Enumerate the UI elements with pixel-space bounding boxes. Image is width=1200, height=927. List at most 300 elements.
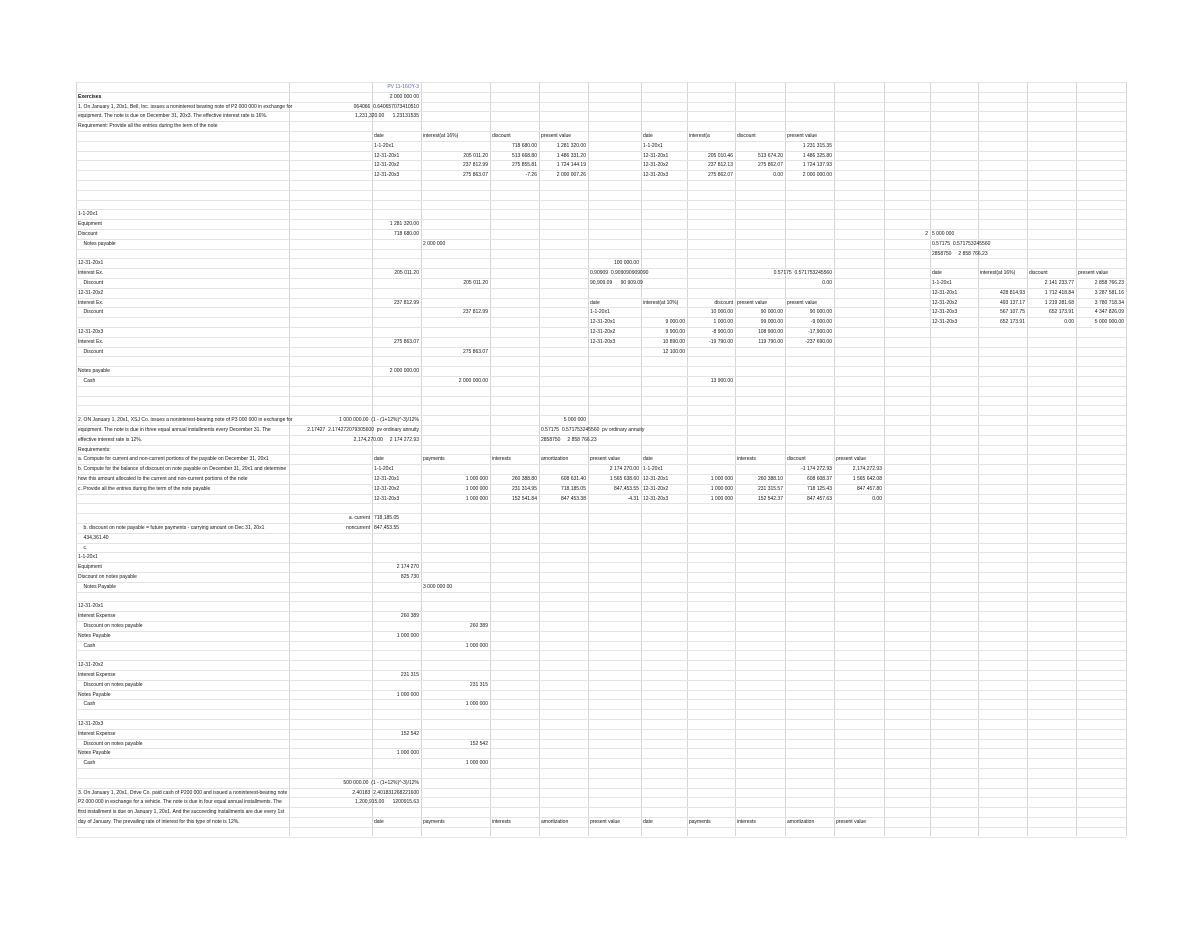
sheet-cell[interactable]: interests xyxy=(737,456,756,463)
sheet-cell[interactable]: present value xyxy=(541,133,572,139)
sheet-cell[interactable]: 2. ON January 1, 20x1, XSJ Co. issues a noninterest-bearing note of P3 000 000 in exchange for xyxy=(78,417,293,424)
sheet-cell[interactable]: 1 000 000 xyxy=(710,495,733,502)
grid-row-line xyxy=(76,366,1126,367)
sheet-cell[interactable]: 275 863.07 xyxy=(393,338,419,345)
sheet-cell[interactable]: date xyxy=(590,299,600,306)
sheet-cell[interactable]: P2 000 000 in exchange for a vehicle. The note is due in four equal annual installments. The xyxy=(78,799,282,806)
sheet-cell[interactable]: c. xyxy=(78,544,88,551)
sheet-cell[interactable]: 1,231,320.00 1.23131535 xyxy=(355,113,419,120)
sheet-cell[interactable]: 608 608.37 xyxy=(806,476,832,482)
sheet-cell[interactable]: day of January. The prevailing rate of interest for this type of note is 12%. xyxy=(78,819,240,825)
sheet-cell[interactable]: 119 790.00 xyxy=(758,338,783,345)
sheet-cell[interactable]: 5 000 000 xyxy=(932,231,955,237)
sheet-cell[interactable]: 12-31-20x1 xyxy=(932,289,958,296)
sheet-cell[interactable]: amortization xyxy=(541,819,569,825)
grid-row-line xyxy=(76,219,1126,220)
sheet-cell[interactable]: discount xyxy=(492,133,511,139)
sheet-cell[interactable]: 2 174 270 xyxy=(396,564,419,571)
grid-row-line xyxy=(76,562,1126,563)
sheet-cell[interactable]: 718,185.05 xyxy=(374,515,400,522)
sheet-cell[interactable]: interest(a xyxy=(689,133,710,139)
sheet-cell[interactable]: 2 000 000.00 xyxy=(389,368,419,375)
grid-column-line xyxy=(735,82,736,836)
sheet-cell[interactable]: 825 730 xyxy=(400,574,419,580)
sheet-cell[interactable]: 12-31-20x3 xyxy=(932,319,958,326)
sheet-cell[interactable]: 12 100.00 xyxy=(662,348,685,355)
sheet-cell[interactable]: 1-1-20x1 xyxy=(374,466,394,473)
sheet-cell[interactable]: -1 174 272.93 xyxy=(801,466,832,473)
grid-row-line xyxy=(76,82,1126,83)
grid-row-line xyxy=(76,778,1126,779)
sheet-cell[interactable]: 5 000 000 xyxy=(563,417,586,424)
sheet-cell[interactable]: 847 453.38 xyxy=(560,495,586,502)
sheet-cell[interactable]: 12-31-20x3 xyxy=(78,329,104,335)
sheet-cell[interactable]: 231 315 xyxy=(400,672,419,678)
sheet-cell[interactable]: 1 565 642.08 xyxy=(852,476,882,482)
sheet-cell[interactable]: 2 000 000 xyxy=(423,240,446,247)
grid-row-line xyxy=(76,631,1126,632)
sheet-cell[interactable]: 652 173.91 xyxy=(999,319,1025,326)
sheet-cell[interactable]: 1 281 320.00 xyxy=(389,221,419,228)
grid-row-line xyxy=(76,131,1126,132)
sheet-cell[interactable]: 90 000.00 xyxy=(760,309,783,316)
sheet-cell[interactable]: a. current xyxy=(348,515,370,522)
sheet-cell[interactable]: 2 000 000 00 xyxy=(389,93,419,100)
grid-row-line xyxy=(76,582,1126,583)
sheet-cell[interactable]: present value xyxy=(1078,270,1109,277)
sheet-cell[interactable]: -9 000.00 xyxy=(810,319,832,326)
sheet-cell[interactable]: 3 780 718.34 xyxy=(1094,299,1124,306)
sheet-cell[interactable]: 275 862.07 xyxy=(707,172,733,179)
sheet-cell[interactable]: 237 812.13 xyxy=(707,162,733,169)
grid-row-line xyxy=(76,660,1126,661)
sheet-cell[interactable]: 275 863.07 xyxy=(462,172,488,179)
sheet-cell[interactable]: 10 000.00 xyxy=(710,309,733,316)
grid-row-line xyxy=(76,229,1126,230)
grid-row-line xyxy=(76,543,1126,544)
sheet-cell[interactable]: 0.57175 0.571753245560 pv ordinary annuity xyxy=(541,427,645,433)
sheet-cell[interactable]: 1. On January 1, 20x1, Bell, Inc. issues a noninterest bearing note of P2 000 000 in exchange for xyxy=(78,103,293,110)
sheet-cell[interactable]: 1 000 000 xyxy=(465,642,488,649)
sheet-cell[interactable]: 231 314.95 xyxy=(511,485,537,492)
sheet-cell[interactable]: 12-31-20x1 xyxy=(374,152,400,159)
sheet-cell[interactable]: 275 855.81 xyxy=(511,162,537,169)
sheet-cell[interactable]: discount xyxy=(737,133,756,139)
grid-row-line xyxy=(76,494,1126,495)
sheet-cell[interactable]: c. Provide all the entries during the term of the note payable xyxy=(78,485,211,492)
sheet-cell[interactable]: 1 724 137.93 xyxy=(802,162,832,169)
grid-row-line xyxy=(76,552,1126,553)
sheet-cell[interactable]: 3 000 000 00 xyxy=(423,583,453,590)
sheet-cell[interactable]: 2 000 000.00 xyxy=(802,172,832,179)
sheet-cell[interactable]: 5 000 000.00 xyxy=(1094,319,1124,326)
sheet-cell[interactable]: 4 347 826.09 xyxy=(1094,309,1124,316)
sheet-cell[interactable]: noncurrent xyxy=(346,525,370,531)
sheet-cell[interactable]: interest(at 16%) xyxy=(980,270,1016,277)
sheet-cell[interactable]: Interest Ex. xyxy=(78,270,104,277)
sheet-cell[interactable]: 1-1-20x1 xyxy=(643,142,663,149)
sheet-cell[interactable]: 847 457.80 xyxy=(856,485,882,492)
sheet-cell[interactable]: 12-31-20x1 xyxy=(374,476,400,482)
sheet-cell[interactable]: Discount on notes payable xyxy=(78,681,143,688)
sheet-cell[interactable]: 0.00 xyxy=(872,495,882,502)
sheet-cell[interactable]: 2 174 270.00 xyxy=(609,466,639,473)
sheet-cell[interactable]: -8 900.00 xyxy=(711,329,733,335)
sheet-cell[interactable]: 064066 0.640657073410510 xyxy=(353,103,419,110)
grid-row-line xyxy=(76,209,1126,210)
grid-row-line xyxy=(76,180,1126,181)
grid-row-line xyxy=(76,160,1126,161)
grid-row-line xyxy=(76,190,1126,191)
sheet-cell[interactable]: 12-31-20x3 xyxy=(78,721,104,727)
sheet-cell[interactable]: 1-1-20x1 xyxy=(374,142,394,149)
grid-column-line xyxy=(1027,82,1028,836)
grid-column-line xyxy=(834,82,835,836)
grid-row-line xyxy=(76,641,1126,642)
sheet-cell[interactable]: payments xyxy=(423,456,445,463)
sheet-cell[interactable]: first installment is due on January 1, 20x1. And the succeeding installments are due every 1st xyxy=(78,809,285,816)
sheet-cell[interactable]: 260 389 xyxy=(469,623,488,629)
sheet-cell[interactable]: Cash xyxy=(78,642,96,649)
sheet-cell[interactable]: Equipment xyxy=(78,221,102,228)
grid-row-line xyxy=(76,709,1126,710)
sheet-cell[interactable]: Interest Expense xyxy=(78,730,116,737)
sheet-cell[interactable]: -237 690.00 xyxy=(805,338,832,345)
sheet-cell[interactable]: 1 565 638.60 xyxy=(609,476,639,482)
sheet-cell[interactable]: payments xyxy=(689,819,711,825)
sheet-cell[interactable]: Interest Expense xyxy=(78,672,116,678)
grid-row-line xyxy=(76,601,1126,602)
sheet-cell[interactable]: 1 219 281.68 xyxy=(1044,299,1074,306)
sheet-cell[interactable]: Requirement: Provide all the entries during the term of the note xyxy=(78,123,218,130)
sheet-cell[interactable]: b. discount on note payable = future payments - carrying amount on Dec 31, 20x1 xyxy=(78,525,265,531)
sheet-cell[interactable]: 260 388.10 xyxy=(757,476,783,482)
sheet-cell[interactable]: 12-31-20x1 xyxy=(643,476,669,482)
sheet-cell[interactable]: 1-1-20x1 xyxy=(643,466,663,473)
sheet-cell[interactable]: Exercises xyxy=(78,93,102,100)
sheet-cell[interactable]: 718 680.00 xyxy=(393,231,419,237)
sheet-cell[interactable]: 1 000 000 xyxy=(710,476,733,482)
sheet-cell[interactable]: 1,200,915.00 1200915.63 xyxy=(355,799,419,806)
sheet-cell[interactable]: 608 631.40 xyxy=(560,476,586,482)
sheet-cell[interactable]: 1 000 000 xyxy=(465,760,488,767)
sheet-cell[interactable]: 12-31-20x2 xyxy=(643,485,669,492)
sheet-cell[interactable]: 2,174,272.93 xyxy=(852,466,882,473)
sheet-cell[interactable]: Equipment xyxy=(78,564,102,571)
sheet-cell[interactable]: Interest Ex. xyxy=(78,299,104,306)
sheet-cell[interactable]: 2 xyxy=(925,231,928,237)
grid-column-line xyxy=(930,82,931,836)
sheet-cell[interactable]: 718 680.00 xyxy=(511,142,537,149)
sheet-cell[interactable]: Discount xyxy=(78,231,98,237)
grid-row-line xyxy=(76,739,1126,740)
grid-row-line xyxy=(76,719,1126,720)
grid-row-line xyxy=(76,386,1126,387)
sheet-cell[interactable]: 718,185.05 xyxy=(560,485,586,492)
sheet-cell[interactable]: present value xyxy=(737,299,768,306)
sheet-cell[interactable]: Notes Payable xyxy=(78,583,117,590)
sheet-cell[interactable]: 847,453.55 xyxy=(374,525,400,531)
sheet-cell[interactable]: 3. On January 1, 20x1, Drive Co. paid cash of P200 000 and issued a noninterest-bearing note xyxy=(78,789,288,796)
sheet-cell[interactable]: present value xyxy=(787,299,818,306)
sheet-cell[interactable]: date xyxy=(643,456,653,463)
sheet-cell[interactable]: 1 000 000 xyxy=(465,485,488,492)
sheet-cell[interactable]: 205 011.20 xyxy=(463,280,488,286)
grid-row-line xyxy=(76,376,1126,377)
sheet-cell[interactable]: 152 542 xyxy=(400,730,419,737)
sheet-cell[interactable]: 237 812.99 xyxy=(462,309,488,316)
sheet-cell[interactable]: 1-1-20x1 xyxy=(590,309,610,316)
sheet-cell[interactable]: present value xyxy=(836,819,867,825)
sheet-cell[interactable]: 12-31-20x1 xyxy=(78,260,104,267)
sheet-cell[interactable]: date xyxy=(643,819,653,825)
sheet-cell[interactable]: Interest Expense xyxy=(78,613,116,620)
sheet-cell[interactable]: 152 541.84 xyxy=(511,495,537,502)
grid-row-line xyxy=(76,151,1126,152)
grid-row-line xyxy=(76,298,1126,299)
grid-column-line xyxy=(372,82,373,836)
sheet-cell[interactable]: 2,174,270.00 2 174 272.93 xyxy=(353,436,419,443)
sheet-cell[interactable]: 2.40183 2.401831268221600 xyxy=(352,789,419,796)
sheet-cell[interactable]: 2858750 2 858 766.23 xyxy=(932,250,988,257)
sheet-cell[interactable]: discount xyxy=(1029,270,1048,277)
sheet-cell[interactable]: Notes Payable xyxy=(78,632,111,639)
sheet-cell[interactable]: 12-31-20x1 xyxy=(590,319,616,326)
grid-row-line xyxy=(76,621,1126,622)
sheet-cell[interactable]: 260 389 xyxy=(400,613,419,620)
sheet-cell[interactable]: 12-31-20x2 xyxy=(932,299,958,306)
grid-row-line xyxy=(76,170,1126,171)
grid-column-line xyxy=(785,82,786,836)
sheet-cell[interactable]: 500 000.00 (1 - (1+12%)^-3)/12% xyxy=(343,779,419,786)
sheet-cell[interactable]: date xyxy=(374,133,384,139)
sheet-cell[interactable]: 205 010.46 xyxy=(707,152,733,159)
sheet-cell[interactable]: 12-31-20x3 xyxy=(643,495,669,502)
sheet-cell[interactable]: Notes payable xyxy=(78,368,110,375)
grid-row-line xyxy=(76,699,1126,700)
sheet-cell[interactable]: Requirements: xyxy=(78,446,111,453)
sheet-cell[interactable]: Discount on notes payable xyxy=(78,574,137,580)
sheet-cell[interactable]: Cash xyxy=(78,701,96,708)
sheet-cell[interactable]: 205 011.20 xyxy=(394,270,419,277)
sheet-cell[interactable]: date xyxy=(374,819,384,825)
sheet-cell[interactable]: 513 674.20 xyxy=(757,152,783,159)
sheet-cell[interactable]: 12-31-20x2 xyxy=(374,162,400,169)
sheet-cell[interactable]: 1 000 000 xyxy=(465,701,488,708)
sheet-cell[interactable]: 12-31-20x2 xyxy=(374,485,400,492)
grid-row-line xyxy=(76,92,1126,93)
sheet-cell[interactable]: 231 315.57 xyxy=(757,485,783,492)
sheet-cell[interactable]: interests xyxy=(737,819,756,825)
sheet-cell[interactable]: 0.00 xyxy=(822,280,832,286)
sheet-cell[interactable]: payments xyxy=(423,819,445,825)
sheet-cell[interactable]: 12-31-20x2 xyxy=(643,162,669,169)
sheet-cell[interactable]: 260 388.80 xyxy=(511,476,537,482)
sheet-cell[interactable]: 152 542.37 xyxy=(757,495,783,502)
sheet-cell[interactable]: 0.00 xyxy=(1064,319,1074,326)
grid-row-line xyxy=(76,748,1126,749)
grid-row-line xyxy=(76,592,1126,593)
sheet-cell[interactable]: 237 812.99 xyxy=(462,162,488,169)
sheet-cell[interactable]: 9 000.00 xyxy=(665,319,685,326)
sheet-cell[interactable]: 10 890.00 xyxy=(662,338,685,345)
grid-column-line xyxy=(289,82,290,836)
grid-row-line xyxy=(76,729,1126,730)
sheet-cell[interactable]: 12-31-20x2 xyxy=(78,662,104,669)
sheet-cell[interactable]: 237 812.99 xyxy=(393,299,419,306)
sheet-cell[interactable]: 2.17427 2.174272079305600 pv ordinary annuity xyxy=(307,427,419,433)
sheet-cell[interactable]: 1 000 000 xyxy=(396,632,419,639)
sheet-cell[interactable]: 12-31-20x3 xyxy=(932,309,958,316)
sheet-cell[interactable]: 1-1-20x1 xyxy=(932,280,952,286)
sheet-cell[interactable]: 1 231 315.35 xyxy=(802,142,832,149)
sheet-cell[interactable]: 1 000 000 xyxy=(710,485,733,492)
sheet-cell[interactable]: 12-31-20x1 xyxy=(643,152,669,159)
sheet-cell[interactable]: 1 486 331.20 xyxy=(556,152,586,159)
sheet-cell[interactable]: 1 000 000 xyxy=(396,750,419,757)
sheet-cell[interactable]: 12-31-20x2 xyxy=(590,329,616,335)
sheet-cell[interactable]: -7.26 xyxy=(525,172,537,179)
sheet-cell[interactable]: 231 315 xyxy=(469,681,488,688)
sheet-cell[interactable]: Discount xyxy=(78,348,104,355)
sheet-cell[interactable]: present value xyxy=(590,819,621,825)
sheet-cell[interactable]: 1 281 320.00 xyxy=(556,142,586,149)
sheet-cell[interactable]: date xyxy=(643,133,653,139)
sheet-cell[interactable]: 13 900.00 xyxy=(710,378,733,384)
sheet-cell[interactable]: 513 668.80 xyxy=(511,152,537,159)
sheet-cell[interactable]: -19 790.00 xyxy=(709,338,733,345)
grid-row-line xyxy=(76,200,1126,201)
grid-column-line xyxy=(490,82,491,836)
sheet-cell[interactable]: 718 125.43 xyxy=(806,485,832,492)
sheet-cell[interactable]: 1-1-20x1 xyxy=(78,554,98,561)
sheet-cell[interactable]: 567 107.75 xyxy=(999,309,1025,316)
sheet-cell[interactable]: 2 141 233.77 xyxy=(1044,280,1074,286)
sheet-cell[interactable]: 1 000 000 xyxy=(396,691,419,698)
sheet-cell[interactable]: 1 712 418.84 xyxy=(1044,289,1074,296)
sheet-cell[interactable]: 12-31-20x3 xyxy=(590,338,616,345)
sheet-cell[interactable]: -17,900.00 xyxy=(808,329,832,335)
sheet-cell[interactable]: 12-31-20x1 xyxy=(78,603,104,610)
sheet-cell[interactable]: 2 858 766.23 xyxy=(1094,280,1124,286)
sheet-cell[interactable]: 90 000.00 xyxy=(809,309,832,316)
sheet-cell[interactable]: how this amount allocated to the current and non-current portions of the note xyxy=(78,476,248,482)
sheet-cell[interactable]: 2 000 000.00 xyxy=(458,378,488,384)
grid-row-line xyxy=(76,572,1126,573)
sheet-cell[interactable]: 100 000.00 xyxy=(613,260,639,267)
grid-row-line xyxy=(76,513,1126,514)
sheet-cell[interactable]: Notes payable xyxy=(78,240,116,247)
sheet-cell[interactable]: Notes Payable xyxy=(78,691,111,698)
grid-row-line xyxy=(76,141,1126,142)
sheet-cell[interactable]: present value xyxy=(836,456,867,463)
sheet-cell[interactable]: Cash xyxy=(78,378,96,384)
sheet-cell[interactable]: 0.90909 0.909090909090 xyxy=(590,270,649,277)
sheet-cell[interactable]: 0.57175 0.571753245560 xyxy=(773,270,832,277)
sheet-cell[interactable]: 1 000.00 xyxy=(713,319,733,326)
sheet-cell[interactable]: a. Compute for current and non-current portions of the payable on December 31, 20x1 xyxy=(78,456,269,463)
grid-column-line xyxy=(588,82,589,836)
sheet-cell[interactable]: 0.00 xyxy=(773,172,783,179)
sheet-cell[interactable]: discount xyxy=(787,456,806,463)
sheet-cell[interactable]: 1 486 325.80 xyxy=(802,152,832,159)
sheet-cell[interactable]: 9 900.00 xyxy=(665,329,685,335)
sheet-cell[interactable]: 275 863.07 xyxy=(462,348,488,355)
grid-row-line xyxy=(76,503,1126,504)
grid-column-line xyxy=(687,82,688,836)
sheet-cell[interactable]: 1-1-20x1 xyxy=(78,211,98,218)
sheet-cell[interactable]: 0.57175 0.571753245560 xyxy=(932,240,991,247)
sheet-cell[interactable]: 3 287 581.16 xyxy=(1094,289,1124,296)
sheet-cell[interactable]: Notes Payable xyxy=(78,750,111,757)
sheet-cell[interactable]: interest(at 10%) xyxy=(643,299,679,306)
sheet-cell[interactable]: 1 724 144.19 xyxy=(556,162,586,169)
sheet-cell[interactable]: 152 542 xyxy=(469,740,488,747)
sheet-cell[interactable]: 275 862.07 xyxy=(757,162,783,169)
sheet-cell[interactable]: present value xyxy=(787,133,818,139)
sheet-cell[interactable]: 108 900.00 xyxy=(757,329,783,335)
sheet-cell[interactable]: equipment. The note is due on December 31, 20x3. The effective interest rate is 16%. xyxy=(78,113,268,120)
sheet-cell[interactable]: Discount on notes payable xyxy=(78,623,143,629)
sheet-cell[interactable]: amortization xyxy=(787,819,815,825)
sheet-cell[interactable]: b. Compute for the balance of discount on note payable on December 31, 20x1 and determine xyxy=(78,466,287,473)
sheet-cell[interactable]: amortization xyxy=(541,456,569,463)
sheet-cell[interactable]: 1 000 000 xyxy=(465,476,488,482)
spreadsheet-grid[interactable] xyxy=(76,82,1126,836)
sheet-cell[interactable]: 12-31-20x2 xyxy=(78,289,104,296)
sheet-cell[interactable]: 12-31-20x3 xyxy=(374,172,400,179)
sheet-cell[interactable]: 2858750 2 858 766.23 xyxy=(541,436,597,443)
sheet-cell[interactable]: effective interest rate is 12%. xyxy=(78,436,143,443)
sheet-cell[interactable]: 12-31-20x3 xyxy=(643,172,669,179)
grid-row-line xyxy=(76,768,1126,769)
grid-row-line xyxy=(76,758,1126,759)
sheet-cell[interactable]: interest(at 16%) xyxy=(423,133,459,139)
grid-row-line xyxy=(76,396,1126,397)
sheet-cell[interactable]: 90,909.09 90 909.09 xyxy=(590,280,643,286)
grid-column-line xyxy=(884,82,885,836)
sheet-cell[interactable]: present value xyxy=(590,456,621,463)
sheet-cell[interactable]: discount xyxy=(714,299,733,306)
sheet-cell[interactable]: interests xyxy=(492,819,511,825)
sheet-cell[interactable]: 1 000 000 xyxy=(465,495,488,502)
sheet-cell[interactable]: 847 457.63 xyxy=(806,495,832,502)
sheet-cell[interactable]: Cash xyxy=(78,760,96,767)
sheet-cell[interactable]: date xyxy=(374,456,384,463)
sheet-cell[interactable]: 493 137.17 xyxy=(999,299,1025,306)
sheet-cell[interactable]: 652 173.91 xyxy=(1048,309,1074,316)
sheet-cell[interactable]: 1 000 000.00 (1 - (1+12%)^-3)/12% xyxy=(339,417,419,424)
sheet-cell[interactable]: date xyxy=(932,270,942,277)
sheet-cell[interactable]: Discount xyxy=(78,309,104,316)
sheet-cell[interactable]: PV 11-16OY-3 xyxy=(387,84,419,90)
sheet-cell[interactable]: Discount on notes payable xyxy=(78,740,143,747)
sheet-cell[interactable]: equipment. The note is due in three equal annual installments every December 31. The xyxy=(78,427,271,433)
sheet-cell[interactable]: 434,361.40 xyxy=(78,534,109,541)
sheet-cell[interactable]: 428 814.93 xyxy=(999,289,1025,296)
sheet-cell[interactable]: 2 000 007.26 xyxy=(556,172,586,179)
sheet-cell[interactable]: 99 000.00 xyxy=(760,319,783,326)
sheet-cell[interactable]: 847,453.55 xyxy=(613,485,639,492)
sheet-cell[interactable]: 205 011.20 xyxy=(463,152,488,159)
sheet-cell[interactable]: -4.31 xyxy=(627,495,639,502)
grid-column-line xyxy=(978,82,979,836)
grid-row-line xyxy=(76,611,1126,612)
sheet-cell[interactable]: Discount xyxy=(78,280,104,286)
sheet-cell[interactable]: 12-31-20x3 xyxy=(374,495,400,502)
sheet-cell[interactable]: interests xyxy=(492,456,511,463)
sheet-cell[interactable]: Interest Ex. xyxy=(78,338,104,345)
